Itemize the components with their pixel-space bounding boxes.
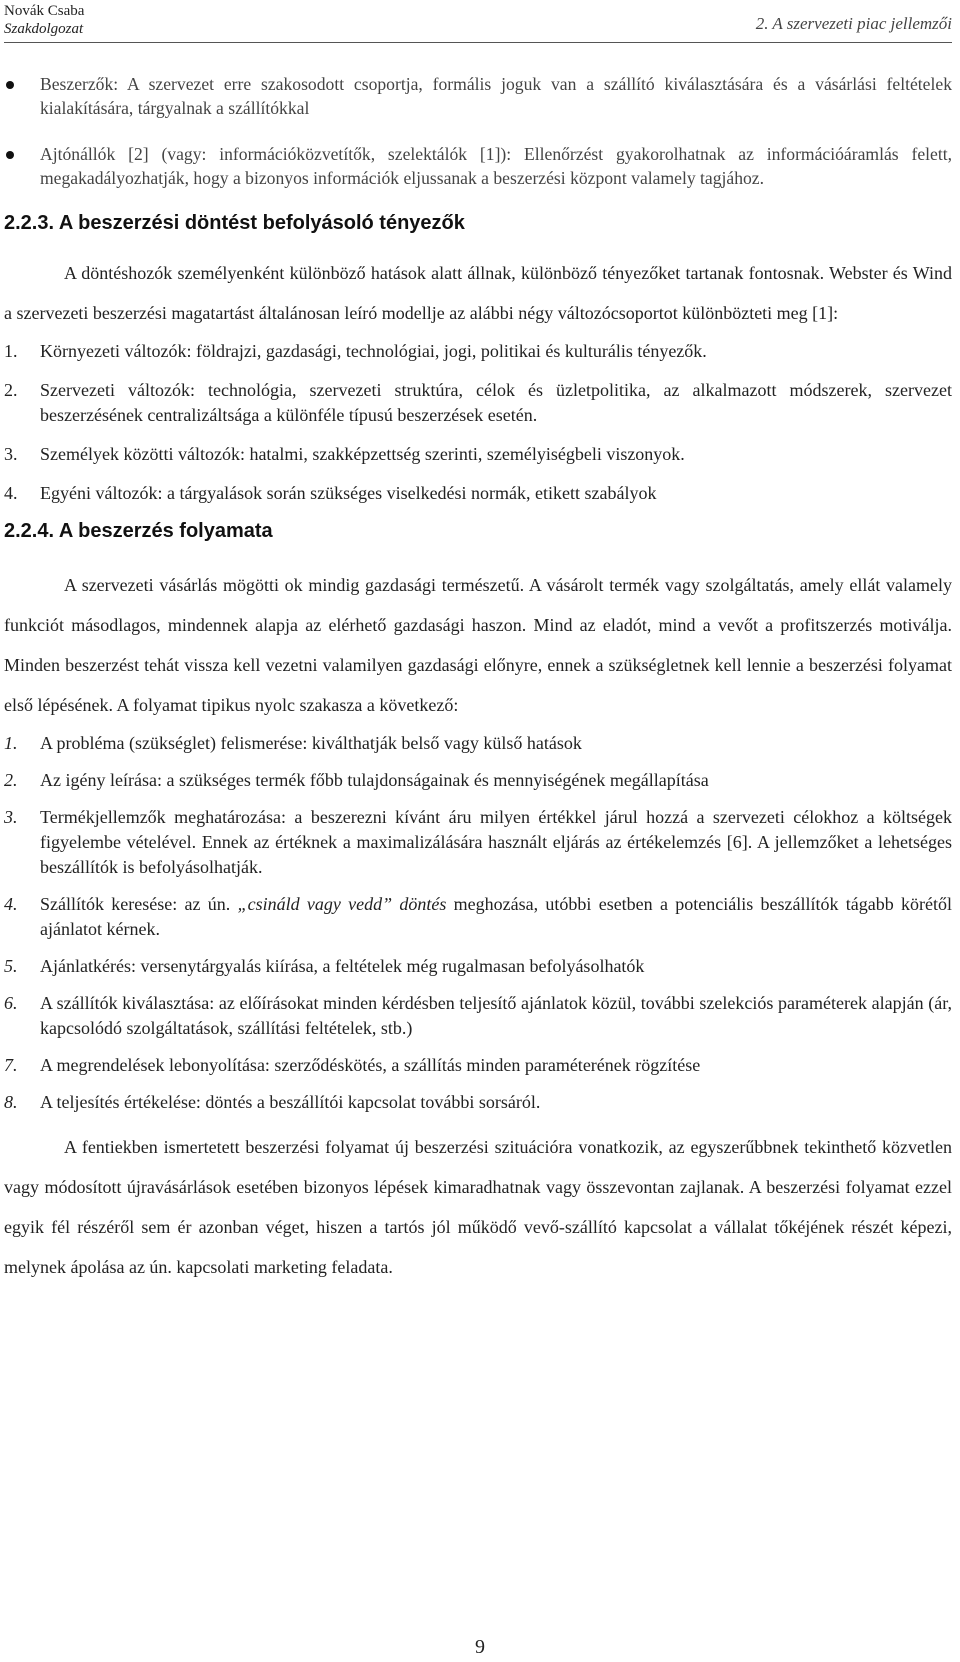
list-item [4, 1053, 952, 1078]
header-left [4, 2, 84, 38]
list-item-text: Környezeti változók: földrajzi, gazdasági, technológiai, jogi, politikai és kulturális tényezők. [40, 341, 707, 361]
list-item [4, 339, 952, 364]
list-item-text-italic: „csináld vagy vedd” döntés [237, 894, 447, 914]
list-item-number: 8. [4, 1092, 18, 1112]
section-heading-2-2-4: 2.2.4. A beszerzés folyamata [4, 520, 273, 542]
variable-group-list [4, 339, 952, 506]
list-item-number: 7. [4, 1055, 18, 1075]
list-item-number: 5. [4, 956, 18, 976]
bullet-item: Beszerzők: A szervezet erre szakosodott csoportja, formális joguk van a szállító kiválasztására és a vásárlási feltételek kialakítására, tárgyalnak a szállítókkal [4, 72, 952, 120]
closing-paragraph: A fentiekben ismertetett beszerzési folyamat új beszerzési szituációra vonatkozik, az egyszerűbbnek tekinthető közvetlen vagy módosított újravásárlások esetében bizonyos lépések kimaradhatnak vagy összevontan zajlanak. A beszerzési folyamat ezzel egyik fél részéről sem ér azonban véget, hiszen a tartós jól működő vevő-szállító kapcsolat a vállalat tőkéjének részét képezi, melynek ápolása az ún. kapcsolati marketing feladata. [4, 1137, 952, 1277]
header-author: Novák Csaba [4, 3, 85, 19]
list-item-number: 4. [4, 894, 18, 914]
list-item [4, 805, 952, 880]
list-item-text: Ajánlatkérés: versenytárgyalás kiírása, a feltételek még rugalmasan befolyásolhatók [40, 956, 645, 976]
list-item-number: 1. [4, 341, 18, 361]
list-item [4, 442, 952, 467]
list-item-text: A probléma (szükséglet) felismerése: kiválthatják belső vagy külső hatások [40, 733, 582, 753]
list-item [4, 991, 952, 1041]
list-item [4, 954, 952, 979]
page-header [4, 2, 952, 43]
list-item-number: 2. [4, 770, 18, 790]
section-heading-2-2-3: 2.2.3. A beszerzési döntést befolyásoló tényezők [4, 212, 465, 234]
list-item [4, 768, 952, 793]
header-doc-type: Szakdolgozat [4, 21, 84, 37]
list-item-number: 6. [4, 993, 18, 1013]
list-item-text: Szervezeti változók: technológia, szervezeti struktúra, célok és üzletpolitika, az alkalmazott módszerek, szervezet beszerzésének centralizáltsága a különféle típusú beszerzések esetén. [40, 380, 952, 425]
list-item-text: Egyéni változók: a tárgyalások során szükséges viselkedési normák, etikett szabályok [40, 483, 657, 503]
list-item-number: 3. [4, 444, 18, 464]
bullet-item: Ajtónállók [2] (vagy: információközvetítők, szelektálók [1]): Ellenőrzést gyakorolhatnak az információáramlás felett, megakadályozhatják, hogy a bizonyos információk eljussanak a beszerzési központ valamely tagjához. [4, 142, 952, 190]
list-item-text: Az igény leírása: a szükséges termék főbb tulajdonságainak és mennyiségének megállapítása [40, 770, 709, 790]
section-2-2-3-paragraph: A döntéshozók személyenként különböző hatások alatt állnak, különböző tényezőket tartanak fontosnak. Webster és Wind a szervezeti beszerzési magatartást általánosan leíró modellje az alábbi négy változócsoportot különbözteti meg [1]: [4, 263, 952, 323]
list-item-text: A szállítók kiválasztása: az előírásokat minden kérdésben teljesítő ajánlatok közül, további szelekciós paraméterek alapján (ár, kapcsolódó szolgáltatások, szállítási feltételek, stb.) [40, 993, 952, 1038]
list-item-text: A megrendelések lebonyolítása: szerződéskötés, a szállítás minden paraméterének rögzítése [40, 1055, 701, 1075]
list-item [4, 481, 952, 506]
list-item [4, 892, 952, 942]
section-2-2-4-paragraph: A szervezeti vásárlás mögötti ok mindig gazdasági természetű. A vásárolt termék vagy szolgáltatás, amely ellát valamely funkciót másodlagos, mindennek alapja az elérhető gazdasági haszon. Mind az eladót, mind a vevőt a profitszerzés motiválja. Minden beszerzést tehát vissza kell vezetni valamilyen gazdasági előnyre, ennek a szükségletnek kell lennie a beszerzési folyamat első lépésének. A folyamat tipikus nyolc szakasza a következő: [4, 575, 952, 715]
page-number: 9 [475, 1636, 485, 1658]
list-item [4, 731, 952, 756]
list-item-number: 2. [4, 380, 18, 400]
role-bullet-list [4, 72, 952, 190]
list-item-text-before: Szállítók keresése: az ún. [40, 894, 238, 914]
list-item-text: A teljesítés értékelése: döntés a beszállítói kapcsolat további sorsáról. [40, 1092, 541, 1112]
header-chapter-title: 2. A szervezeti piac jellemzői [755, 14, 952, 33]
list-item-number: 1. [4, 733, 18, 753]
process-step-list [4, 731, 952, 1115]
list-item [4, 378, 952, 428]
list-item [4, 1090, 952, 1115]
list-item-number: 3. [4, 807, 18, 827]
list-item-text-after: meghozása, utóbbi esetben a potenciális beszállítók tágabb körétől ajánlatot kérnek. [40, 894, 952, 939]
list-item-number: 4. [4, 483, 18, 503]
list-item-text: Termékjellemzők meghatározása: a beszerezni kívánt áru milyen értékkel járul hozzá a szervezeti célokhoz a költségek figyelembe vételével. Ennek az értéknek a maximalizálására használt eljárás az értékelemzés [6]. A jellemzőket a lehetséges beszállítók is befolyásolhatják. [40, 807, 952, 877]
page-content [4, 72, 952, 1287]
list-item-text: Személyek közötti változók: hatalmi, szakképzettség szerinti, személyiségbeli viszonyok. [40, 444, 685, 464]
